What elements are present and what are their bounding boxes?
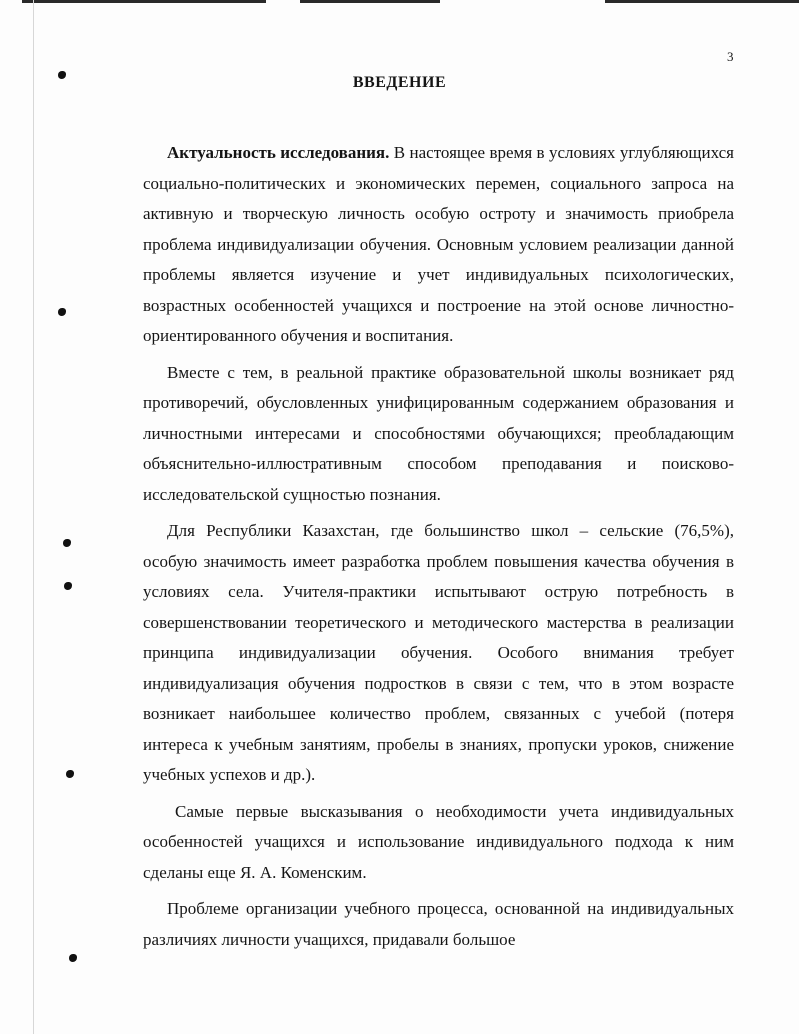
scan-top-border xyxy=(22,0,266,3)
scan-top-border xyxy=(605,0,799,3)
page-number: 3 xyxy=(727,49,734,64)
paragraph-kazakhstan: Для Республики Казахстан, где большинство школ – сельские (76,5%), особую значимость имеет разработка проблем повышения качества обучения в условиях села. Учителя-практики испытывают острую потребность в совершенствовании теоретического и методического мастерства в реализации принципа индивидуализации обучения. Особого внимания требует индивидуализация обучения подростков в связи с тем, что в этом возрасте возникает наибольшее количество проблем, связанных с учебой (потеря интереса к учебным занятиям, пробелы в знаниях, пропуски уроков, снижение учебных успехов и др.). xyxy=(143,521,734,784)
scan-speck xyxy=(66,770,74,778)
paragraph-relevance xyxy=(143,138,734,352)
scan-left-edge xyxy=(33,0,34,1034)
paragraph-lead: Актуальность исследования. xyxy=(167,143,390,162)
scan-speck xyxy=(69,954,77,962)
scan-top-border xyxy=(300,0,440,3)
paragraph-text: В настоящее время в условиях углубляющихся социально-политических и экономических перемен, социального запроса на активную и творческую личность особую остроту и значимость приобрела проблема индивидуализации обучения. Основным условием реализации данной проблемы является изучение и учет индивидуальных психологических, возрастных особенностей учащихся и построение на этой основе личностно-ориентированного обучения и воспитания. xyxy=(143,143,734,345)
paragraph-comenius: Самые первые высказывания о необходимости учета индивидуальных особенностей учащихся и использование индивидуального подхода к ним сделаны еще Я. А. Коменским. xyxy=(143,801,734,882)
scan-speck xyxy=(63,539,71,547)
section-heading: ВВЕДЕНИЕ xyxy=(352,74,447,91)
paragraph-organization: Проблеме организации учебного процесса, основанной на индивидуальных различиях личности учащихся, придавали большое xyxy=(143,899,734,949)
paragraph-contradictions: Вместе с тем, в реальной практике образовательной школы возникает ряд противоречий, обусловленных унифицированным содержанием образования и личностными интересами и способностями обучающихся; преобладающим объяснительно-иллюстративным способом преподавания и поисково-исследовательской сущностью познания. xyxy=(143,362,734,504)
scan-speck xyxy=(58,308,66,316)
body-text xyxy=(143,138,734,955)
scan-speck xyxy=(64,582,72,590)
